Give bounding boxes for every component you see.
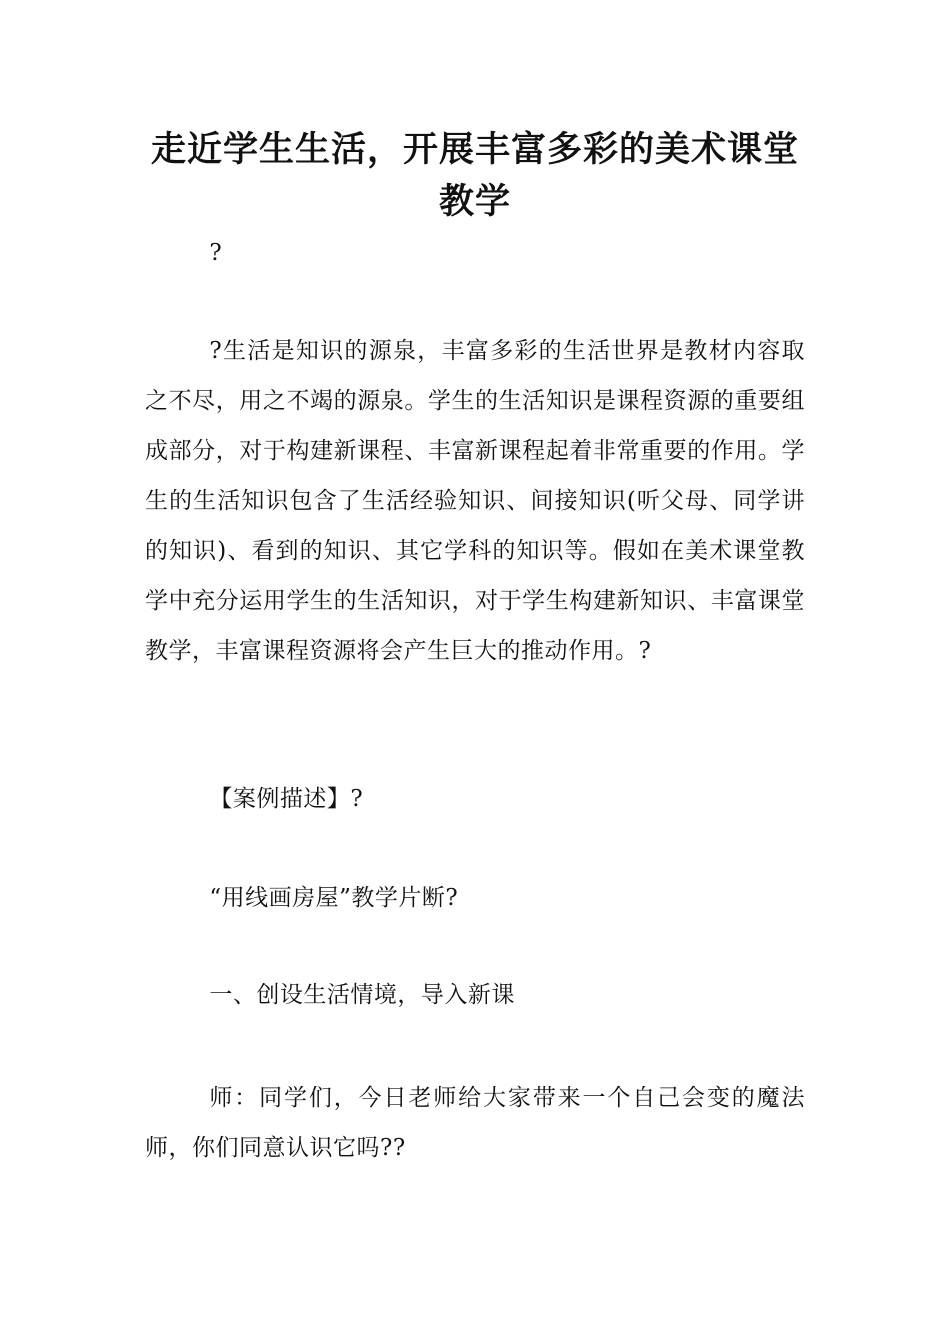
paragraph-teacher-dialogue: 师：同学们，今日老师给大家带来一个自己会变的魔法师，你们同意认识它吗??: [145, 1085, 805, 1161]
paragraph-section-one: 一、创设生活情境，导入新课: [209, 982, 515, 1008]
paragraph-intro: ?生活是知识的源泉，丰富多彩的生活世界是教材内容取之不尽，用之不竭的源泉。学生的生活知识是课程资源的重要组成部分，对于构建新课程、丰富新课程起着非常重要的作用。学生的生活知识包含了生活经验知识、间接知识(听父母、同学讲的知识)、看到的知识、其它学科的知识等。假如在美术课堂教学中充分运用学生的生活知识，对于学生构建新知识、丰富课堂教学，丰富课程资源将会产生巨大的推动作用。?: [145, 338, 805, 664]
paragraph-lesson-snippet: “用线画房屋”教学片断?: [209, 885, 459, 911]
paragraph-case-heading: 【案例描述】?: [209, 786, 364, 812]
document-title: 走近学生生活，开展丰富多彩的美术课堂教学: [150, 130, 799, 222]
paragraph-placeholder: ?: [209, 240, 223, 266]
